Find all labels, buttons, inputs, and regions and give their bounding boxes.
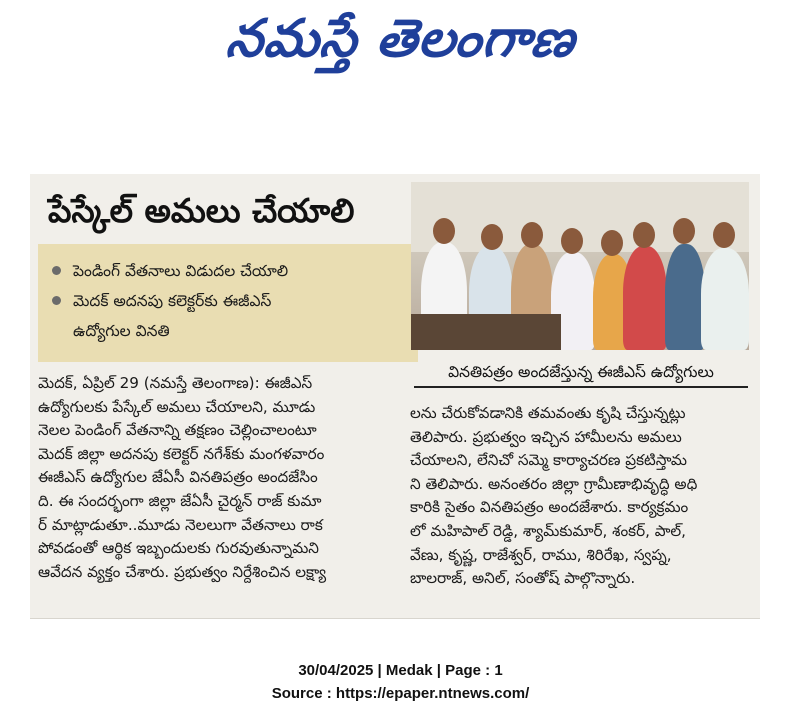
photo-person [701,248,749,350]
article-photo [411,182,749,350]
article-body-right [410,402,750,591]
body-line: ఈజీఎస్ ఉద్యోగుల జేఏసీ వినతిపత్రం అందజేసిం [38,468,318,487]
highlight-item-continued [48,316,408,346]
body-line: బాలరాజ్, అనిల్, సంతోష్ పాల్గొన్నారు. [410,569,636,588]
highlight-item [48,286,408,316]
photo-head [673,218,695,244]
body-line: ఆవేదన వ్యక్తం చేశారు. ప్రభుత్వం నిర్దేశించిన లక్ష్యా [38,562,327,581]
body-line: కారికి సైతం వినతిపత్రం అందజేశారు. కార్యక్రమం [410,498,689,517]
body-line: ర్ మాట్లాడుతూ..మూడు నెలలుగా వేతనాలు రాక [38,515,323,534]
highlight-text: మెదక్ అదనపు కలెక్టర్‌కు ఈజీఎస్ [73,292,272,310]
body-line: మెదక్ జిల్లా అదనపు కలెక్టర్ నగేశ్‌కు మంగళవారం [38,444,325,463]
photo-head [713,222,735,248]
article-body-left [38,372,410,584]
body-line: నెలల పెండింగ్ వేతనాన్ని తక్షణం చెల్లించాలంటూ [38,421,317,440]
photo-head [481,224,503,250]
photo-head [521,222,543,248]
body-line: లను చేరుకోవడానికి తమవంతు కృషి చేస్తున్నట్లు [410,404,686,422]
body-line: చేయాలని, లేనిచో సమ్మె కార్యాచరణ ప్రకటిస్తామ [410,451,687,470]
photo-table [411,314,561,350]
photo-head [601,230,623,256]
body-line: లో మహిపాల్ రెడ్డి, శ్యామ్‌కుమార్, శంకర్, పాల్, [410,521,686,540]
photo-head [633,222,655,248]
highlight-item [48,256,408,286]
footer-date-page: 30/04/2025 | Medak | Page : 1 [298,662,503,679]
highlight-text: ఉద్యోగుల వినతి [73,322,170,340]
news-clipping [30,174,760,619]
body-line: వేణు, కృష్ణ, రాజేశ్వర్, రాము, శిరిరేఖ, స్వప్న, [410,545,672,564]
article-headline: పేస్కేల్ అమలు చేయాలి [48,191,355,230]
bullet-icon [52,266,61,275]
photo-head [561,228,583,254]
body-line: పోవడంతో ఆర్థిక ఇబ్బందులకు గురవుతున్నామని [38,539,319,558]
footer-source: Source : https://epaper.ntnews.com/ [271,685,530,702]
photo-caption: వినతిపత్రం అందజేస్తున్న ఈజీఎస్ ఉద్యోగులు [414,360,748,388]
body-line: తెలిపారు. ప్రభుత్వం ఇచ్చిన హామీలను అమలు [410,427,682,446]
photo-head [433,218,455,244]
highlight-text: పెండింగ్ వేతనాలు విడుదల చేయాలి [73,262,289,280]
bullet-icon [52,296,61,305]
body-line: ని తెలిపారు. అనంతరం జిల్లా గ్రామీణాభివృద్ధి అధి [410,474,698,493]
photo-person [623,246,667,350]
masthead-logo [0,0,801,90]
masthead-title: నమస్తే తెలంగాణ [223,8,579,69]
article-highlights [38,244,418,362]
body-line: మెదక్, ఏప్రిల్ 29 (నమస్తే తెలంగాణ): ఈజీఎస్ [38,374,313,392]
photo-person [665,244,705,350]
body-line: ది. ఈ సందర్భంగా జిల్లా జేఏసీ చైర్మన్ రాజ్ కుమా [38,491,322,510]
body-line: ఉద్యోగులకు పేస్కేల్ అమలు చేయాలని, మూడు [38,397,316,416]
